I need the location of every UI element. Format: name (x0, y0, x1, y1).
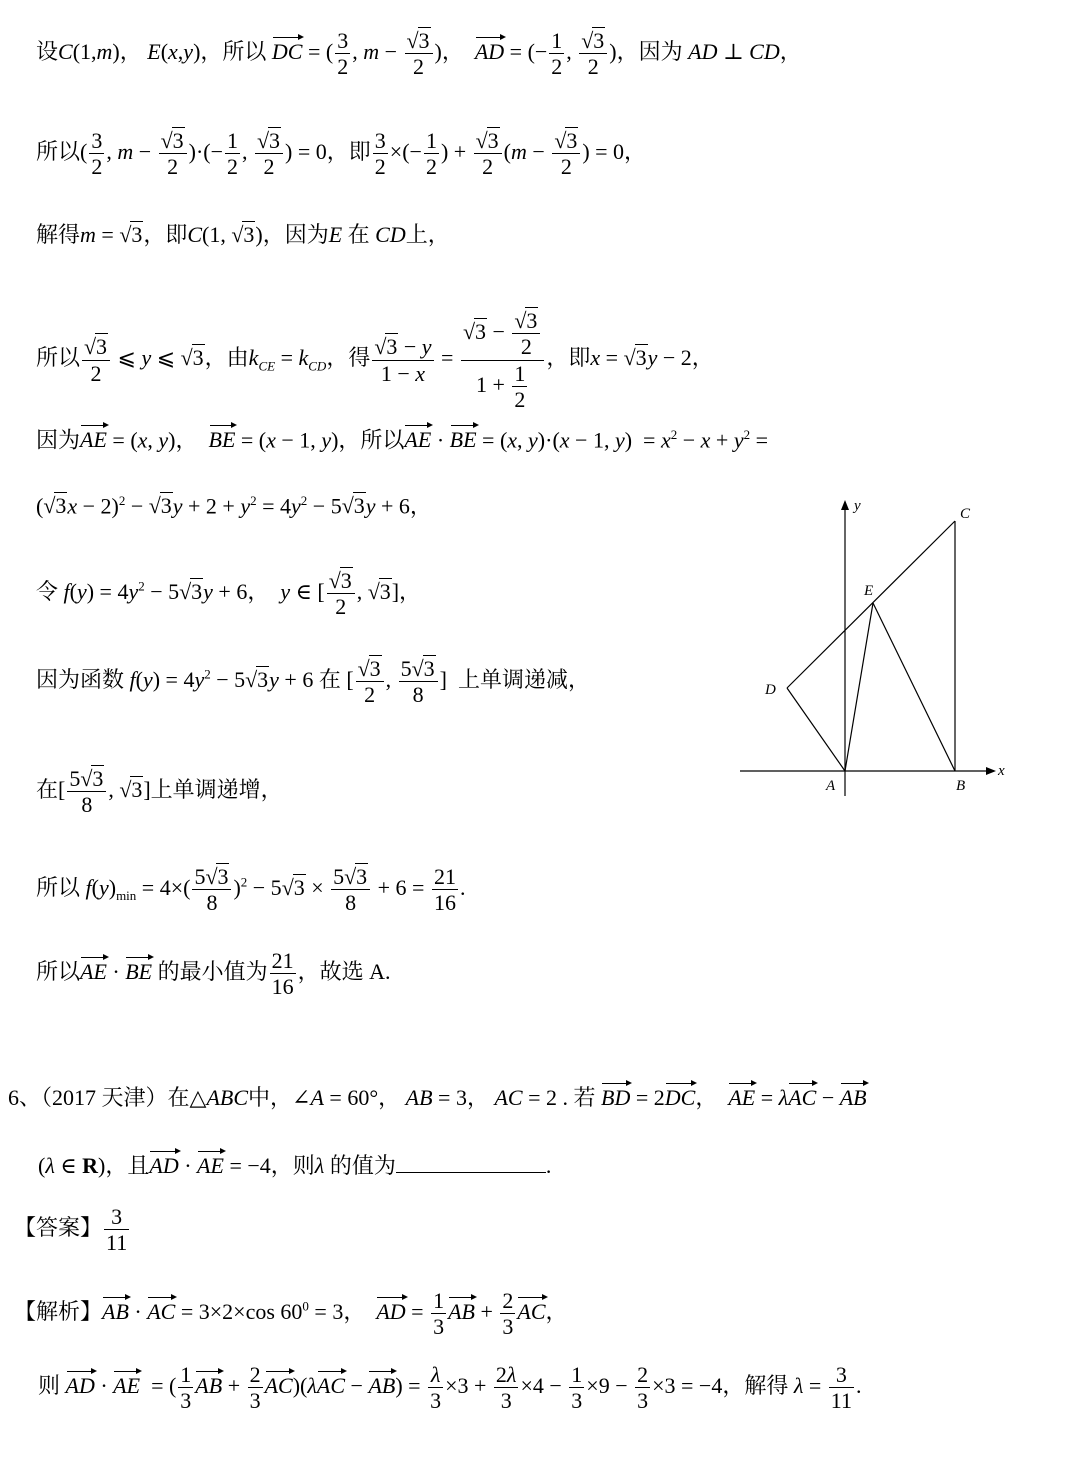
text: ，由 (204, 345, 249, 371)
text: ，即 (326, 138, 371, 164)
solution-line-4: 所以 √ $\frac{3}{2}$ ⩽ y ⩽ √ 3，由$k_{CE} = k_{CD}$，得 √ $\frac{3 - y}{1 - x}$ = √ 3 − √ $\frac{3}{2}$ 1 + $\frac{1}{2}$ ，即x = √ 3y − 2， (36, 308, 714, 412)
analysis-line-1: 【解析】AB · AC = 3×2×cos $60^0 = 3$， AD = $\frac{1}{3}$ AB + $\frac{2}{3}$ AC， (14, 1288, 568, 1340)
text: 设 (36, 38, 59, 64)
problem-source: （2017 天津） (41, 1085, 168, 1110)
segment-dc (787, 521, 955, 688)
analysis-line-2: 则 AD · AE = ( $\frac{1}{3}$ AB + $\frac{2}{3}$ AC)(λAC − AB) = $\frac{\lambda}{3}$ ×3 + $\frac{2\lambda}{3}$ ×4 − $\frac{1}{3}$ ×9 − $\frac{2}{3}$ ×3 = −4，解得 λ = $\frac{3}{11}$ . (38, 1362, 862, 1414)
text: ，即 (546, 345, 591, 371)
text: 中， (248, 1085, 293, 1110)
text: 所以 (36, 874, 81, 900)
analysis-label: 【解析】 (14, 1298, 103, 1324)
answer-label: 【答案】 (14, 1214, 103, 1240)
problem-number: 6、 (8, 1085, 42, 1110)
text: 因为函数 (36, 666, 125, 692)
label-e: E (864, 583, 874, 599)
text: ，因为 (262, 222, 329, 247)
segment-ae (845, 603, 873, 771)
text: 解得 (36, 222, 81, 247)
text: 所以 (36, 958, 81, 984)
label-a: A (826, 778, 836, 794)
y-axis-arrow (841, 500, 849, 510)
text: 若 (573, 1085, 596, 1110)
text: ，则 (270, 1153, 315, 1178)
solution-line-1: 设C(1,m)， E(x,y)，所以 DC = ( $\frac{3}{2}$ , m − √ $\frac{3}{2}$ )， AD = (− $\frac{1}{2}$ , √ $\frac{3}{2}$ )，因为 AD ⊥ CD， (36, 28, 802, 80)
text: 令 (36, 578, 59, 604)
label-d: D (765, 682, 776, 698)
solution-line-6: (√ 3x − 2)$^2$ − √ $3y + 2 + y^2 = 4y^2 - 5√$ 3y + 6， (36, 494, 432, 517)
text: 的最小值为 (157, 958, 268, 984)
problem-6-line-2: (λ ∈ R)，且AD · AE = −4，则λ 的值为 . (38, 1153, 552, 1178)
text: ，得 (326, 345, 371, 371)
segment-ad (787, 688, 845, 771)
answer-line: 【答案】 $\frac{3}{11}$ (14, 1204, 128, 1256)
answer-blank (396, 1152, 546, 1173)
label-b: B (956, 778, 966, 794)
solution-line-5: 因为AE = (x, y)， BE = (x − 1, y)，所以AE · BE = (x, y)·(x − 1, $y) = x^2 - x + y^2$ = (36, 427, 769, 453)
text: 所以 (360, 427, 405, 453)
text: 则 (38, 1372, 61, 1398)
solution-line-3: 解得m = √ 3，即C(1, √ 3)，因为E 在 CD上， (36, 224, 450, 246)
text: 的值为 (329, 1153, 396, 1178)
text: 在 (36, 776, 59, 802)
segment-be (873, 603, 955, 771)
geometry-figure (736, 490, 1016, 810)
text: ，故选 A. (297, 958, 391, 984)
solution-line-10: 所以 $f(y)_{min} = 4\times$( $\frac{5√ 3}{8}$ )$^2$ − 5√ 3 × $\frac{5√ 3}{8}$ + 6 = $\frac{21}{16}$ . (36, 864, 465, 916)
text: 在△ (167, 1085, 207, 1110)
solution-line-7: 令 $f(y) = 4y^2 - 5√$ 3y + 6， y ∈ [ √ $\frac{3}{2}$ , √ 3]， (36, 568, 421, 620)
problem-6-line-1: 6、（2017 天津）在△ABC中，∠A = 60°， AB = 3， AC = 2 . 若 BD = 2DC， AE = λAC − AB (8, 1085, 867, 1110)
text: 因为 (36, 427, 81, 453)
solution-line-2: 所以( $\frac{3}{2}$ , m − √ $\frac{3}{2}$ )·(− $\frac{1}{2}$ , √ $\frac{3}{2}$ ) = 0，即 $\frac{3}{2}$ ×(− $\frac{1}{2}$ ) + √ $\frac{3}{2}$ (m − √ $\frac{3}{2}$ ) = 0， (36, 128, 646, 180)
solution-line-8: 因为函数 $f(y) = 4y^2 - 5√$ 3y + 6 在 [ √ $\frac{3}{2}$ , $\frac{5√ 3}{8}$ ] 上单调递减， (36, 656, 590, 708)
x-axis-arrow (986, 767, 996, 775)
label-x: x (998, 763, 1005, 779)
label-c: C (960, 506, 971, 522)
text: 上单调递增， (150, 776, 283, 802)
text: 所以 (36, 138, 81, 164)
label-y: y (854, 498, 861, 514)
solution-line-11: 所以AE · BE 的最小值为 $\frac{21}{16}$ ，故选 A. (36, 948, 391, 1000)
text: 所以 (36, 345, 81, 371)
text: ，且 (105, 1153, 150, 1178)
text: 上单调递减， (457, 666, 590, 692)
text: ，即 (143, 222, 188, 247)
text: 上， (405, 222, 450, 247)
solution-line-9: 在[ $\frac{5√ 3}{8}$ , √ 3]上单调递增， (36, 766, 283, 818)
